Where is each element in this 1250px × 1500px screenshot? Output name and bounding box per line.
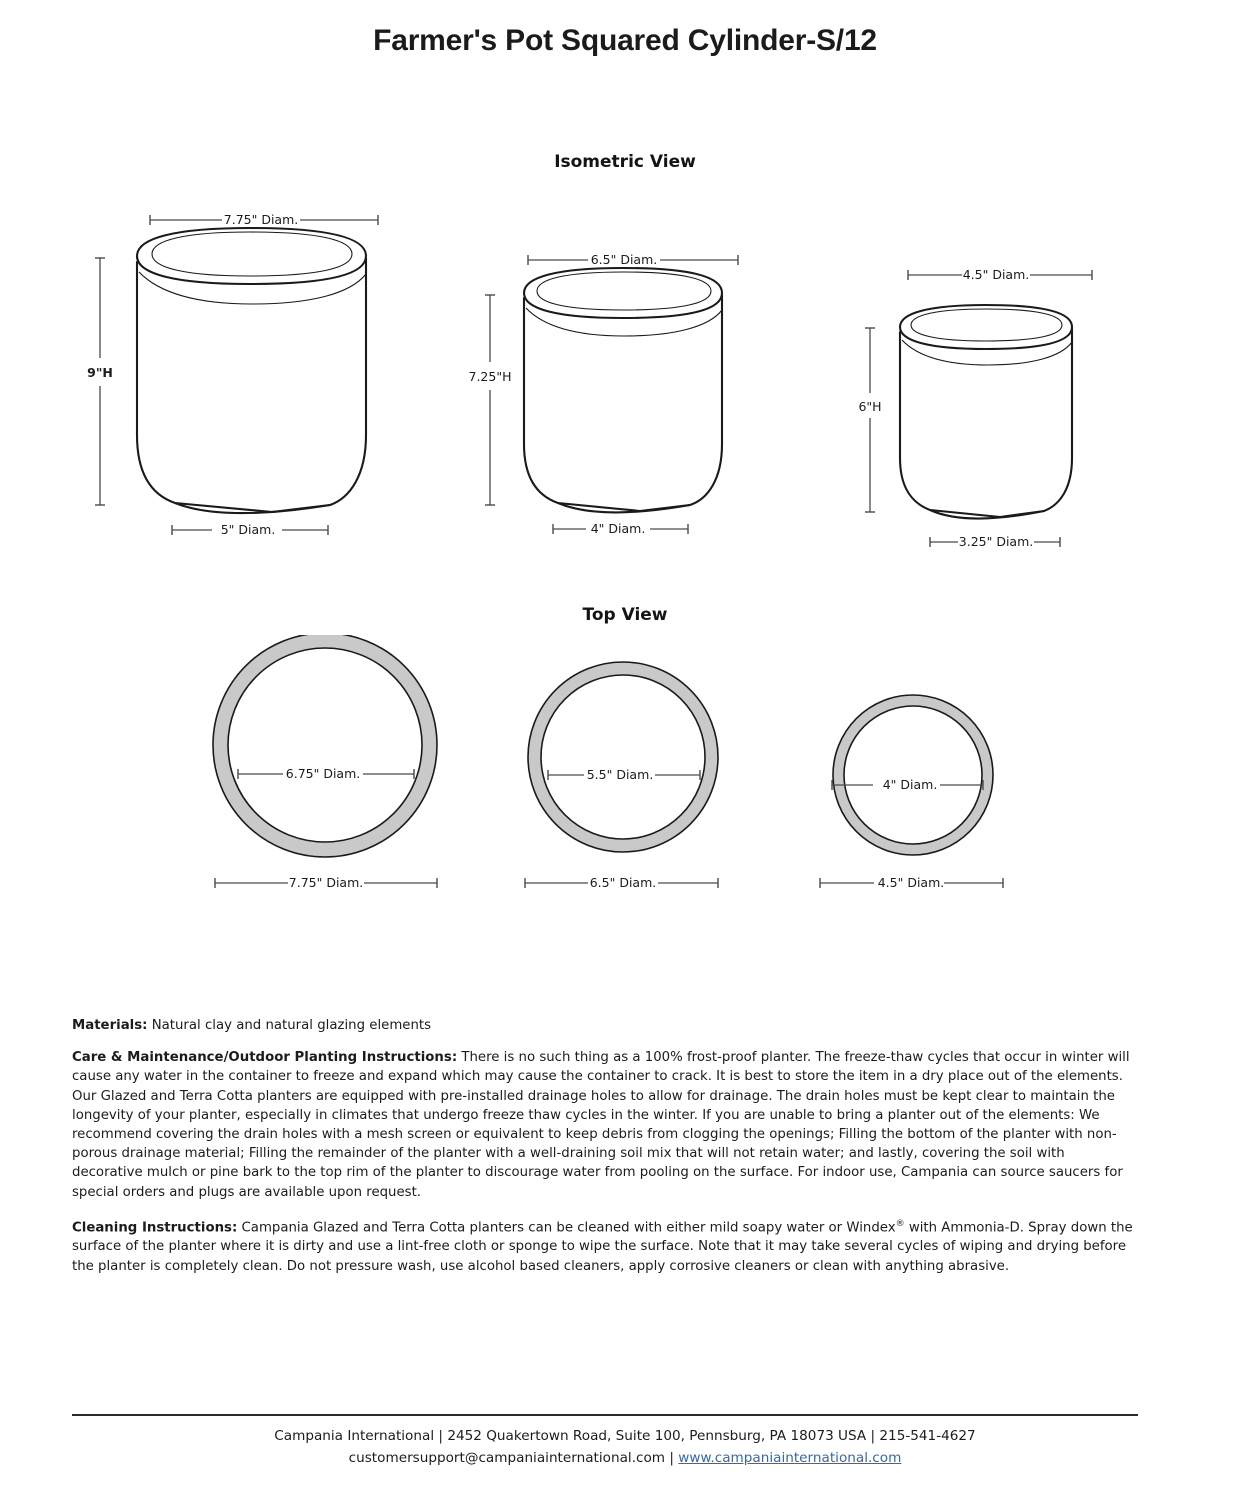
materials-label: Materials: bbox=[72, 1018, 148, 1033]
dimension-label-inner-medium: 5.5" Diam. bbox=[586, 767, 654, 782]
dimension-label-top-small: 4.5" Diam. bbox=[962, 267, 1030, 282]
dimension-label-outer-small: 4.5" Diam. bbox=[877, 875, 945, 890]
top-view-ring-medium bbox=[525, 662, 718, 890]
dimension-height-small bbox=[858, 328, 881, 512]
dimension-label-height-medium: 7.25"H bbox=[468, 369, 512, 384]
dimension-label-inner-large: 6.75" Diam. bbox=[285, 766, 361, 781]
registered-trademark-symbol: ® bbox=[895, 1218, 905, 1229]
dimension-label-inner-small: 4" Diam. bbox=[882, 777, 938, 792]
cleaning-text-after: with Ammonia-D. Spray down the surface of the planter where it is dirty and use a lint-free cloth or sponge to wipe the surface. Note that it may take several cycles of wiping and drying before the planter is completely clean. Do not pressure wash, use alcohol based cleaners, apply corrosive cleaners or clean with anything abrasive. bbox=[72, 1220, 1133, 1274]
isometric-pot-medium bbox=[469, 252, 738, 536]
dimension-label-outer-large: 7.75" Diam. bbox=[288, 875, 364, 890]
top-view-heading: Top View bbox=[582, 605, 668, 625]
dimension-label-height-small: 6"H bbox=[858, 399, 882, 414]
footer-separator: | bbox=[665, 1450, 679, 1466]
dimension-label-height-large: 9"H bbox=[87, 365, 113, 380]
dimension-label-bottom-small: 3.25" Diam. bbox=[958, 534, 1034, 549]
dimension-bottom-large bbox=[172, 522, 328, 537]
dimension-bottom-medium bbox=[553, 521, 688, 536]
dimension-outer-large bbox=[215, 875, 437, 890]
dimension-label-bottom-large: 5" Diam. bbox=[220, 522, 276, 537]
footer-address-line: Campania International | 2452 Quakertown Road, Suite 100, Pennsburg, PA 18073 USA | 215-541-4627 bbox=[274, 1428, 976, 1444]
dimension-outer-medium bbox=[525, 875, 718, 890]
isometric-view-heading: Isometric View bbox=[554, 152, 696, 172]
page-title: Farmer's Pot Squared Cylinder-S/12 bbox=[373, 24, 877, 57]
dimension-label-top-large: 7.75" Diam. bbox=[223, 212, 299, 227]
isometric-view-drawings bbox=[0, 190, 1250, 570]
footer-website-link[interactable]: www.campaniainternational.com bbox=[678, 1450, 902, 1466]
dimension-top-medium bbox=[528, 252, 738, 267]
care-label: Care & Maintenance/Outdoor Planting Instructions: bbox=[72, 1050, 458, 1066]
materials-text: Natural clay and natural glazing elements bbox=[147, 1018, 432, 1033]
care-paragraph bbox=[72, 1048, 1138, 1202]
dimension-top-small bbox=[908, 267, 1092, 282]
dimension-label-bottom-medium: 4" Diam. bbox=[590, 521, 646, 536]
cleaning-text-before: Campania Glazed and Terra Cotta planters can be cleaned with either mild soapy water or Windex bbox=[237, 1220, 896, 1236]
dimension-outer-small bbox=[820, 875, 1003, 890]
isometric-pot-large bbox=[87, 212, 378, 537]
dimension-label-top-medium: 6.5" Diam. bbox=[590, 252, 658, 267]
instructions-text-block bbox=[72, 1016, 1138, 1276]
dimension-bottom-small bbox=[930, 534, 1060, 549]
dimension-height-large bbox=[87, 258, 113, 505]
footer-email[interactable]: customersupport@campaniainternational.com bbox=[348, 1450, 666, 1466]
top-view-drawings bbox=[0, 635, 1250, 905]
materials-paragraph bbox=[72, 1016, 1138, 1035]
top-view-ring-small bbox=[820, 695, 1003, 890]
care-text: There is no such thing as a 100% frost-proof planter. The freeze-thaw cycles that occur in winter will cause any water in the container to freeze and expand which may cause the container to crack. It is best to store the item in a dry place out of the elements. Our Glazed and Terra Cotta planters are equipped with pre-installed drainage holes to allow for drainage. The drain holes must be kept clear to maintain the longevity of your planter, especially in climates that undergo freeze thaw cycles in the winter. If you are unable to bring a planter out of the elements: We recommend covering the drain holes with a mesh screen or equivalent to keep debris from clogging the openings; Filling the bottom of the planter with non-porous drainage material; Filling the remainder of the planter with a well-draining soil mix that will not retain water; and lastly, covering the soil with decorative mulch or pine bark to the top rim of the planter to discourage water from pooling on the surface. For indoor use, Campania can source saucers for special orders and plugs are available upon request. bbox=[72, 1050, 1130, 1200]
cleaning-label: Cleaning Instructions: bbox=[72, 1220, 238, 1236]
top-view-ring-large bbox=[213, 635, 437, 890]
dimension-label-outer-medium: 6.5" Diam. bbox=[589, 875, 657, 890]
footer-contact-line bbox=[0, 1447, 1250, 1469]
isometric-pot-small bbox=[858, 267, 1092, 549]
footer-divider bbox=[72, 1414, 1138, 1416]
dimension-height-medium bbox=[469, 295, 512, 505]
cleaning-paragraph bbox=[72, 1215, 1138, 1276]
footer bbox=[0, 1425, 1250, 1469]
dimension-top-large bbox=[150, 212, 378, 227]
